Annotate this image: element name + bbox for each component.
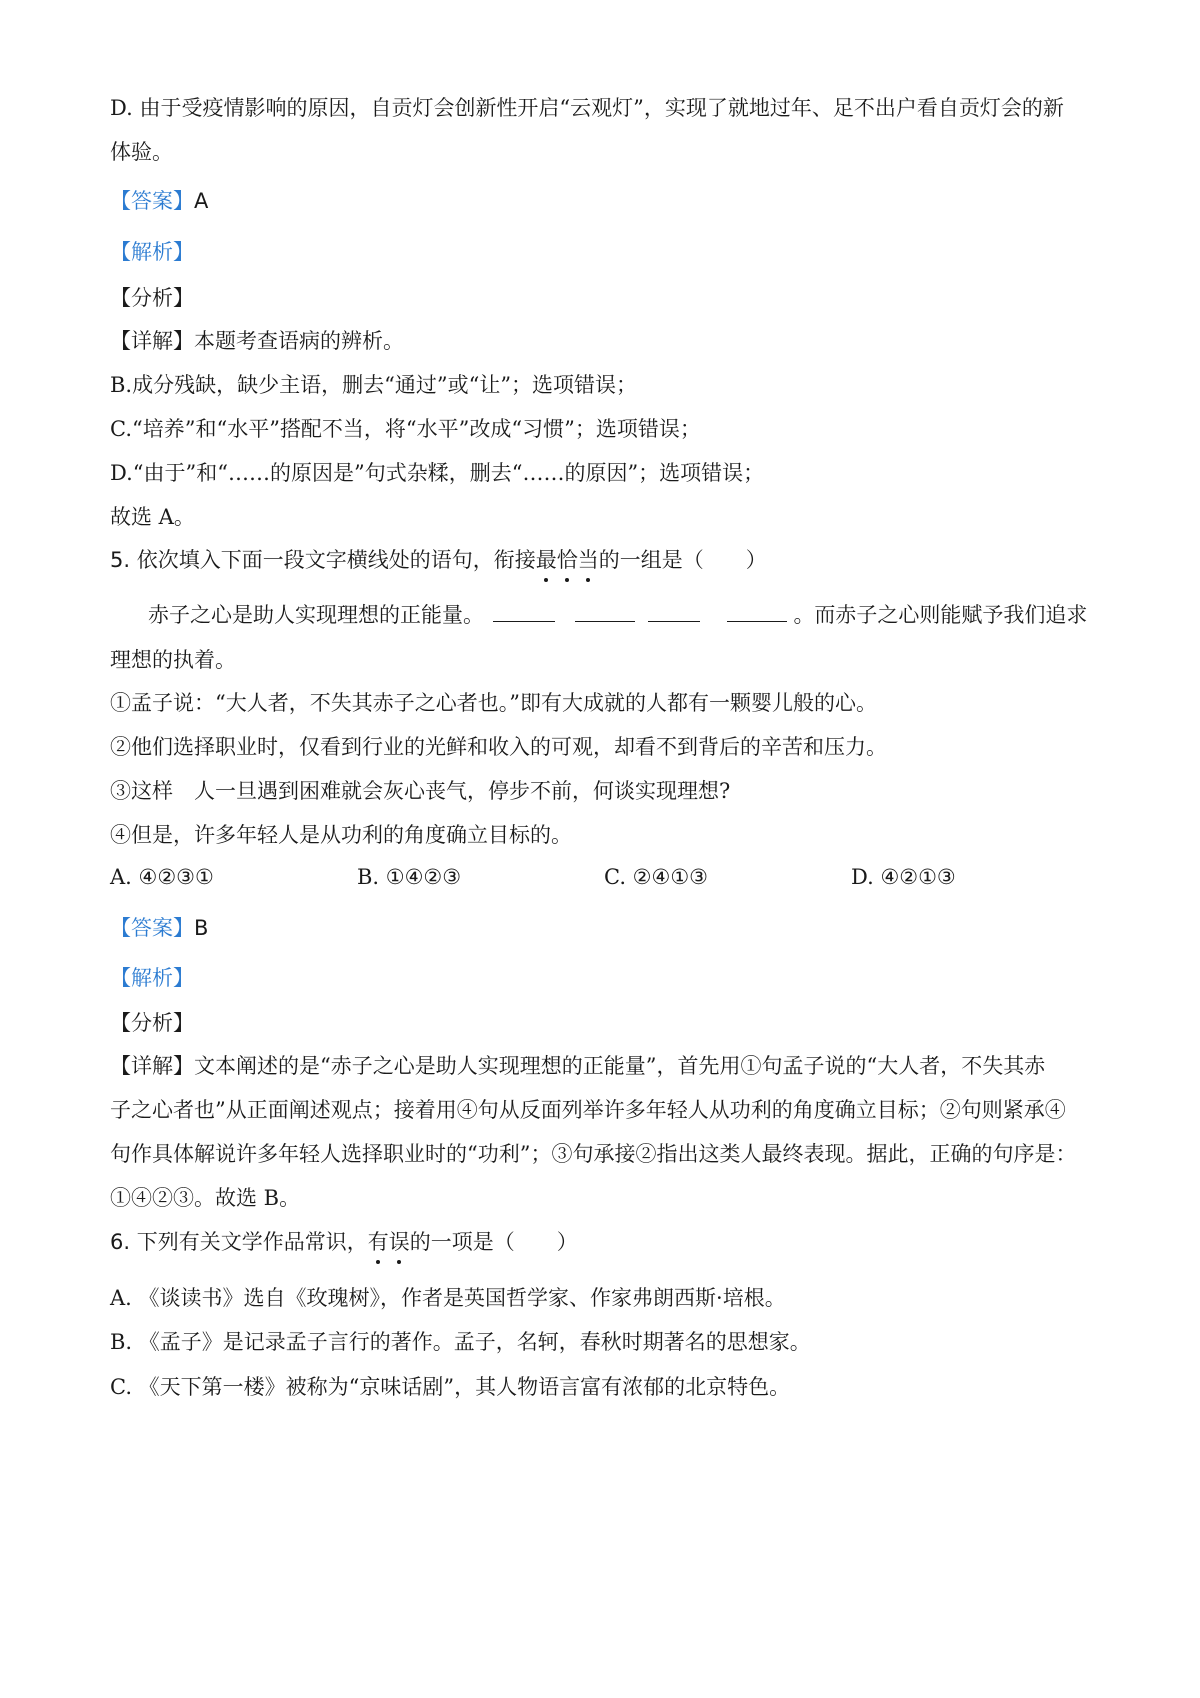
answer-tag: 【答案】	[110, 189, 194, 213]
q5-stem	[110, 545, 767, 575]
q5-option-b: B. ①④②③	[357, 865, 462, 889]
q6-option-a: A. 《谈读书》选自《玫瑰树》，作者是英国哲学家、作家弗朗西斯·培根。	[110, 1286, 786, 1310]
q6-stem-before: 6. 下列有关文学作品常识，	[110, 1230, 368, 1254]
q5-sentence-2: ②他们选择职业时，仅看到行业的光鲜和收入的可观，却看不到背后的辛苦和压力。	[110, 735, 887, 759]
q4-option-d-line2: 体验。	[110, 140, 173, 164]
q5-stem-after: 的一组是（ ）	[598, 548, 767, 572]
q6-stem-after: 的一项是（ ）	[409, 1230, 578, 1254]
fenxi-heading: 【分析】	[110, 1011, 194, 1035]
q5-passage-end: 。而赤子之心则能赋予我们追求	[793, 603, 1088, 627]
q5-detail-line2: 子之心者也”从正面阐述观点；接着用④句从反面列举许多年轻人从功利的角度确立目标；②句则紧承④	[110, 1098, 1066, 1122]
q5-sentence-3: ③这样 人一旦遇到困难就会灰心丧气，停步不前，何谈实现理想?	[110, 779, 731, 803]
q5-option-d: D. ④②①③	[851, 865, 956, 889]
q4-answer-line	[110, 186, 208, 216]
q6-option-c: C. 《天下第一楼》被称为“京味话剧”，其人物语言富有浓郁的北京特色。	[110, 1375, 791, 1399]
q6-stem	[110, 1227, 578, 1257]
q6-option-b: B. 《孟子》是记录孟子言行的著作。孟子，名轲，春秋时期著名的思想家。	[110, 1330, 811, 1354]
q5-detail-line3: 句作具体解说许多年轻人选择职业时的“功利”；③句承接②指出这类人最终表现。据此，正确的句序是：	[110, 1142, 1077, 1166]
q4-conclusion: 故选 A。	[110, 505, 195, 529]
analysis-tag: 【解析】	[110, 240, 194, 264]
q5-option-a: A. ④②③①	[110, 865, 214, 889]
q5-emphasis-char: 最	[536, 545, 557, 575]
q5-passage-line2: 理想的执着。	[110, 648, 236, 672]
q5-emphasis-char: 恰	[557, 545, 578, 575]
q5-stem-before: 5. 依次填入下面一段文字横线处的语句，衔接	[110, 548, 536, 572]
answer-value: A	[194, 189, 209, 213]
q5-sentence-4: ④但是，许多年轻人是从功利的角度确立目标的。	[110, 823, 572, 847]
q5-passage-line1	[148, 600, 1087, 630]
q5-emphasis-char: 当	[578, 545, 599, 575]
q5-detail-line4: ①④②③。故选 B。	[110, 1186, 301, 1210]
q5-answer-line	[110, 913, 208, 943]
q4-detail-line3: C.“培养”和“水平”搭配不当，将“水平”改成“习惯”；选项错误；	[110, 417, 701, 441]
q4-detail-line4: D.“由于”和“……的原因是”句式杂糅，删去“……的原因”；选项错误；	[110, 461, 765, 485]
q5-sentence-1: ①孟子说：“大人者，不失其赤子之心者也。”即有大成就的人都有一颗婴儿般的心。	[110, 691, 877, 715]
q5-passage-start: 赤子之心是助人实现理想的正能量。	[148, 603, 484, 627]
q5-detail-line1: 【详解】文本阐述的是“赤子之心是助人实现理想的正能量”，首先用①句孟子说的“大人者，不失其赤	[110, 1054, 1046, 1078]
answer-tag: 【答案】	[110, 916, 194, 940]
q4-detail-line1: 【详解】本题考查语病的辨析。	[110, 329, 404, 353]
fenxi-heading: 【分析】	[110, 286, 194, 310]
q5-blank	[648, 603, 700, 622]
q6-emphasis-char: 有	[368, 1227, 389, 1257]
q4-detail-line2: B.成分残缺，缺少主语，删去“通过”或“让”；选项错误；	[110, 373, 638, 397]
q6-emphasis-char: 误	[389, 1227, 410, 1257]
q5-blank	[493, 603, 555, 622]
q5-blank	[727, 603, 787, 622]
q5-option-c: C. ②④①③	[604, 865, 708, 889]
answer-value: B	[194, 916, 209, 940]
q4-option-d-line1: D. 由于受疫情影响的原因，自贡灯会创新性开启“云观灯”，实现了就地过年、足不出户看自贡灯会的新	[110, 96, 1064, 120]
analysis-tag: 【解析】	[110, 966, 194, 990]
q5-blank	[575, 603, 635, 622]
